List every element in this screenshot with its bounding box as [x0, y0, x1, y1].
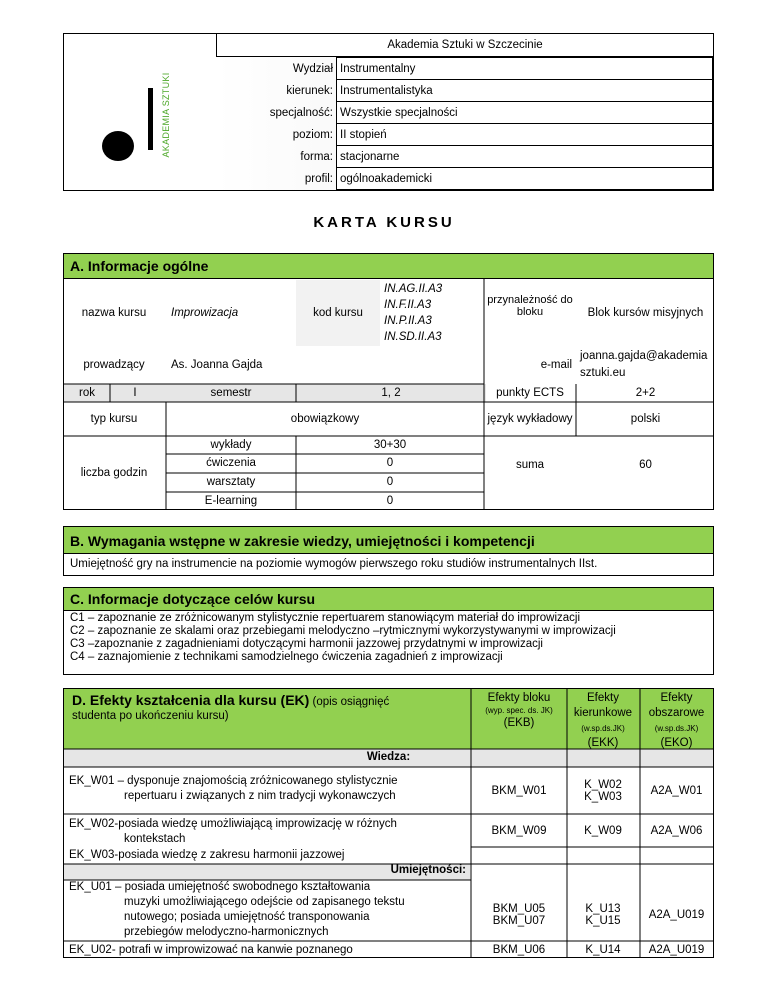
course-name-label: nazwa kursu [81, 307, 147, 319]
col-field-l1: Efekty [587, 692, 619, 704]
ek-u01-l2: muzyki umożliwiającego odejście od zapisanego tekstu [124, 896, 405, 908]
skills-label: Umiejętności: [390, 864, 466, 876]
hours-value: 0 [386, 495, 394, 507]
teacher-name: As. Joanna Gajda [171, 359, 263, 371]
year-value: I [133, 387, 137, 399]
ek-u02: EK_U02- potrafi w improwizować na kanwie poznanego [69, 944, 353, 956]
section-d-title-note: (opis osiągnięć [309, 696, 390, 708]
knowledge-label: Wiedza: [366, 751, 411, 763]
ects-value: 2+2 [635, 387, 656, 399]
hours-name: wykłady [210, 439, 252, 451]
hours-name: warsztaty [206, 476, 256, 488]
row-value-wydzial: Instrumentalny [336, 57, 713, 80]
sum-label: suma [515, 459, 545, 471]
section-d-title-main: D. Efekty kształcenia dla kursu (EK) [72, 692, 310, 708]
ek-w02-l1: EK_W02-posiada wiedzę umożliwiającą improwizację w różnych [69, 818, 397, 830]
ek-w01-ekk1: K_W02 [584, 779, 622, 791]
block-value: Blok kursów misyjnych [587, 307, 704, 319]
col-block-l3: (EKB) [503, 717, 535, 729]
ek-w02-eko: A2A_W06 [650, 825, 703, 837]
list-item: C3 –zapoznanie z zagadnieniami dotyczącymi harmonii jazzowej przydatnymi w improwizacji [70, 638, 543, 650]
col-area-l2: obszarowe [648, 707, 705, 719]
course-code: IN.P.II.A3 [384, 315, 432, 327]
block-label: przynależność do bloku [487, 294, 573, 318]
ek-u02-ekb: BKM_U06 [492, 944, 546, 956]
col-block-l1: Efekty bloku [487, 692, 551, 704]
ek-w01-eko: A2A_W01 [650, 785, 703, 797]
note-logo-icon [64, 34, 216, 190]
row-label-specjalnosc: specjalność: [269, 106, 333, 119]
course-code: IN.F.II.A3 [384, 299, 432, 311]
col-field-l3: (w.sp.ds.JK) [581, 724, 625, 733]
page-title: KARTA KURSU [313, 214, 455, 231]
row-label-poziom: poziom: [292, 128, 333, 141]
year-label: rok [79, 387, 95, 399]
ek-w01-l2: repertuaru i związanych z nim tradycji wykonawczych [124, 790, 396, 802]
hours-value: 0 [386, 476, 394, 488]
hours-value: 30+30 [373, 439, 407, 451]
col-block-l2: (wyp. spec. ds. JK) [485, 706, 553, 715]
semester-value: 1, 2 [381, 387, 401, 399]
section-b-header: B. Wymagania wstępne w zakresie wiedzy, umiejętności i kompetencji [63, 526, 714, 554]
logo-text: AKADEMIA SZTUKI [161, 72, 171, 158]
col-area-l1: Efekty [660, 692, 693, 704]
col-area-l3: (w.sp.ds.JK) [654, 724, 699, 733]
ek-w01-l1: EK_W01 – dysponuje znajomością zróżnicowanego stylistycznie [69, 775, 398, 787]
row-value-kierunek: Instrumentalistyka [336, 79, 713, 102]
academy-name: Akademia Sztuki w Szczecinie [216, 34, 713, 57]
col-field-l4: (EKK) [587, 737, 619, 749]
course-code-label: kod kursu [296, 280, 380, 346]
course-code: IN.SD.II.A3 [384, 331, 442, 343]
section-d-title-line2: studenta po ukończeniu kursu) [72, 710, 229, 722]
ek-w01-ekk2: K_W03 [584, 791, 622, 803]
semester-label: semestr [210, 387, 252, 399]
row-value-specjalnosc: Wszystkie specjalności [336, 101, 713, 124]
course-name: Improwizacja [171, 307, 239, 319]
ek-u01-ekb2: BKM_U07 [492, 915, 546, 927]
language-value: polski [630, 413, 661, 425]
email-link[interactable]: joanna.gajda@akademiasztuki.eu [580, 350, 708, 379]
sum-value: 60 [639, 459, 652, 471]
ek-w02-ekb: BKM_W09 [491, 825, 547, 837]
row-value-forma: stacjonarne [336, 145, 713, 168]
row-label-profil: profil: [304, 172, 333, 185]
ects-label: punkty ECTS [496, 387, 564, 399]
section-d-grid [63, 688, 715, 959]
hours-label: liczba godzin [80, 467, 148, 479]
ek-u01-eko: A2A_U019 [648, 909, 705, 921]
ek-w02-ekk: K_W09 [584, 825, 622, 837]
row-value-profil: ogólnoakademicki [336, 167, 713, 190]
type-value: obowiązkowy [290, 413, 360, 425]
ek-u02-ekk: K_U14 [585, 944, 621, 956]
section-b-text: Umiejętność gry na instrumencie na poziomie wymogów pierwszego roku studiów instrumentalnych IIst. [63, 553, 714, 576]
list-item: C1 – zapoznanie ze zróżnicowanym stylistycznie repertuarem stanowiącym materiał do improwizacji [70, 612, 581, 624]
hours-name: ćwiczenia [206, 457, 256, 469]
ek-w03: EK_W03-posiada wiedzę z zakresu harmonii jazzowej [69, 849, 345, 861]
list-item: C4 – zaznajomienie z technikami samodzielnego ćwiczenia zagadnień z improwizacji [70, 651, 503, 663]
list-item: C2 – zapoznanie ze skalami oraz przebiegami melodyczno –rytmicznymi wykorzystywanymi w improwizacji [70, 625, 616, 637]
ek-u02-eko: A2A_U019 [648, 944, 705, 956]
email-label: e-mail [540, 359, 572, 371]
row-label-forma: forma: [300, 150, 333, 163]
logo [64, 34, 216, 190]
ek-w02-l2: kontekstach [124, 833, 186, 845]
row-label-wydzial: Wydział [292, 62, 333, 75]
ek-u01-l3: nutowego; posiada umiejętność transponowania [124, 911, 370, 923]
ek-u01-ekb1: BKM_U05 [492, 903, 546, 915]
row-label-kierunek: kierunek: [286, 84, 333, 97]
teacher-label: prowadzący [83, 359, 145, 371]
ek-u01-l1: EK_U01 – posiada umiejętność swobodnego kształtowania [69, 881, 371, 893]
language-label: język wykładowy [487, 413, 573, 425]
section-c-list [63, 610, 714, 675]
col-area-l4: (EKO) [660, 737, 693, 749]
ek-w01-ekb: BKM_W01 [491, 785, 547, 797]
type-label: typ kursu [90, 413, 138, 425]
section-a-grid [63, 278, 715, 511]
section-a-header: A. Informacje ogólne [63, 253, 714, 279]
ek-u01-ekk2: K_U15 [585, 915, 621, 927]
row-value-poziom: II stopień [336, 123, 713, 146]
ek-u01-ekk1: K_U13 [585, 903, 621, 915]
section-c-header: C. Informacje dotyczące celów kursu [63, 587, 714, 611]
col-field-l2: kierunkowe [573, 707, 633, 719]
course-code: IN.AG.II.A3 [384, 283, 443, 295]
ek-u01-l4: przebiegów melodyczno-harmonicznych [124, 926, 329, 938]
hours-name: E-learning [204, 495, 258, 507]
hours-value: 0 [386, 457, 394, 469]
